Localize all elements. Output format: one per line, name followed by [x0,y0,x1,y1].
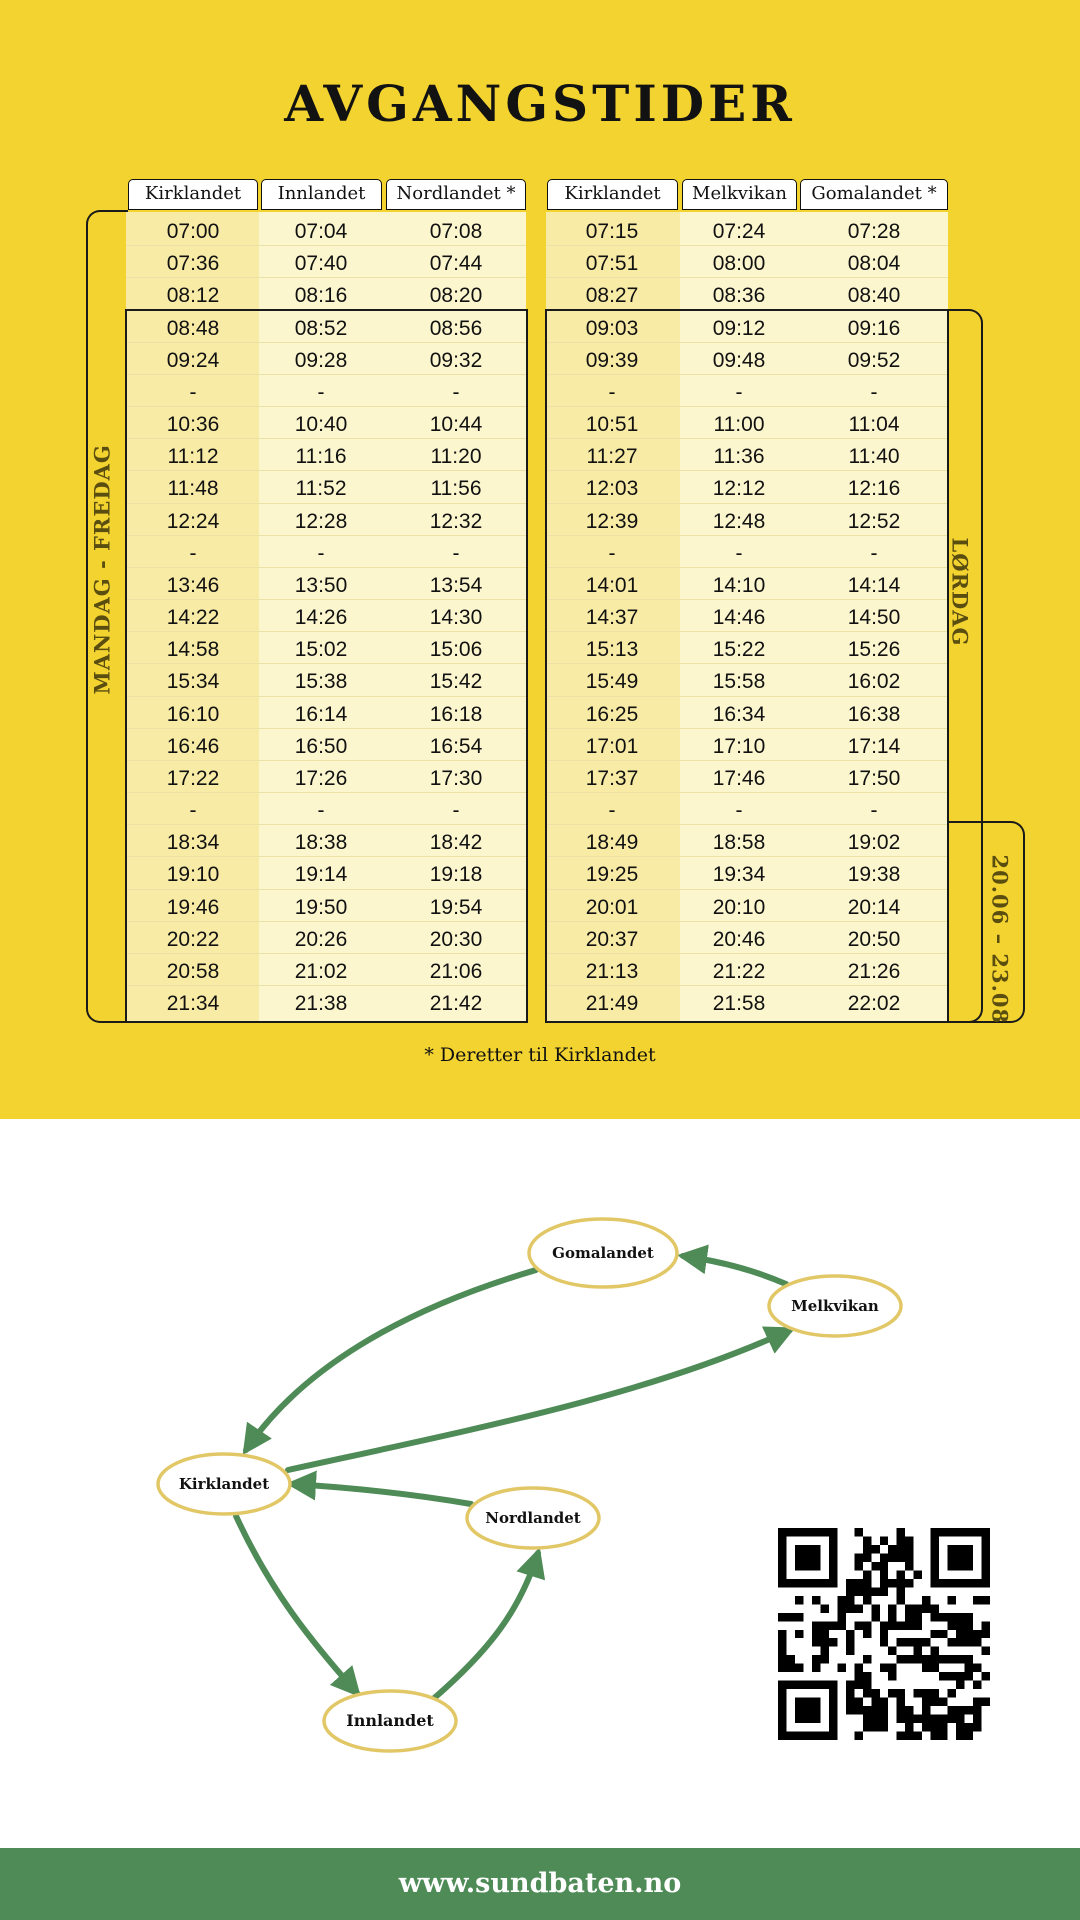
time-cell: 12:39 [585,509,639,533]
time-cell: 19:25 [585,863,639,887]
time-cell: 09:32 [429,348,483,372]
time-cell: 15:38 [294,670,348,694]
time-cell: 16:18 [429,702,483,726]
time-cell: 16:02 [847,670,901,694]
time-cell: 19:34 [712,863,766,887]
time-cell: 21:42 [429,992,483,1016]
time-cell: 12:48 [712,509,766,533]
time-cell: 14:14 [847,573,901,597]
time-cell: 07:44 [429,252,483,276]
header-nordlandet: Nordlandet * [386,179,526,210]
time-cell: 11:56 [430,477,482,501]
arrow-kirklandet-innlandet [236,1516,357,1693]
time-cell: 18:38 [294,831,348,855]
time-cell: 07:08 [429,220,483,243]
time-cell: 12:16 [847,477,901,501]
time-cell: 16:54 [429,734,483,758]
time-cell: 21:22 [712,959,766,983]
time-cell: 21:06 [429,959,483,983]
time-cell: 08:40 [847,284,901,308]
time-cell: - [735,799,743,823]
time-cell: - [870,380,878,404]
time-cell: 11:20 [430,445,482,469]
time-cell: 15:34 [166,670,220,694]
time-cell: 20:58 [166,959,220,983]
time-cell: 18:34 [166,831,220,855]
label-summer-period: 20.06 – 23.08 [987,854,1013,1025]
time-cell: - [317,799,325,823]
time-cell: 20:30 [429,927,483,951]
time-cell: 12:52 [847,509,901,533]
time-cell: 18:42 [429,831,483,855]
time-cell: 14:26 [294,606,348,630]
label-saturday: LØRDAG [947,537,973,647]
time-cell: 17:14 [847,734,901,758]
node-label-gomalandet: Gomalandet [552,1244,654,1262]
time-cell: 20:26 [294,927,348,951]
time-cell: 07:15 [585,220,639,243]
time-cell: 09:16 [847,316,901,340]
time-cell: 19:10 [166,863,220,887]
time-cell: 09:28 [294,348,348,372]
node-label-melkvikan: Melkvikan [791,1297,879,1315]
label-weekdays: MANDAG - FREDAG [89,444,115,695]
time-cell: 15:58 [712,670,766,694]
arrow-kirklandet-melkvikan [288,1330,790,1470]
qr-code[interactable] [778,1528,990,1740]
arrow-melkvikan-gomalandet [683,1256,786,1284]
time-cell: 12:03 [585,477,639,501]
website-link[interactable]: www.sundbaten.no [0,1848,1080,1920]
time-cell: 09:52 [847,348,901,372]
time-cell: 07:24 [712,220,766,243]
time-cell: 12:32 [429,509,483,533]
time-cell: 21:02 [294,959,348,983]
time-cell: 10:36 [166,413,220,437]
time-cell: 15:26 [847,638,901,662]
arrow-innlandet-nordlandet [432,1553,538,1700]
header-innlandet: Innlandet [261,179,382,210]
time-cell: - [452,541,460,565]
time-cell: 17:26 [294,766,348,790]
time-cell: 08:12 [166,284,220,308]
time-cell: 19:14 [294,863,348,887]
time-cell: 17:30 [429,766,483,790]
time-cell: 12:24 [166,509,220,533]
time-cell: 10:44 [429,413,483,437]
time-cell: 08:16 [294,284,348,308]
time-cell: 07:51 [585,252,639,276]
frame-right-lower [545,309,949,1023]
time-cell: 08:27 [585,284,639,308]
time-cell: 11:16 [295,445,347,469]
time-cell: 19:46 [166,895,220,919]
time-cell: 19:02 [847,831,901,855]
time-cell: 09:39 [585,348,639,372]
time-cell: 13:46 [166,573,220,597]
time-cell: - [608,380,616,404]
time-cell: 20:46 [712,927,766,951]
time-cell: 09:12 [712,316,766,340]
time-cell: 11:04 [848,413,900,437]
time-cell: 15:22 [712,638,766,662]
time-cell: 08:04 [847,252,901,276]
time-cell: - [452,799,460,823]
page-title: AVGANGSTIDER [284,74,796,133]
time-cell: 15:49 [585,670,639,694]
time-cell: 08:56 [429,316,483,340]
time-cell: 16:25 [585,702,639,726]
time-cell: 08:52 [294,316,348,340]
time-cell: 17:50 [847,766,901,790]
time-cell: 18:49 [585,831,639,855]
time-cell: - [870,799,878,823]
time-cell: 10:51 [585,413,639,437]
time-cell: 14:22 [166,606,220,630]
time-cell: 21:38 [294,992,348,1016]
time-cell: 20:10 [712,895,766,919]
time-cell: 17:10 [712,734,766,758]
footnote: * Deretter til Kirklandet [424,1044,656,1066]
time-cell: 20:14 [847,895,901,919]
time-cell: 13:50 [294,573,348,597]
time-cell: 11:40 [848,445,900,469]
time-cell: 14:01 [585,573,639,597]
time-cell: 09:24 [166,348,220,372]
time-cell: 21:26 [847,959,901,983]
time-cell: 22:02 [847,992,901,1016]
time-cell: 11:36 [713,445,765,469]
time-cell: - [189,799,197,823]
time-cell: 14:46 [712,606,766,630]
time-cell: 15:06 [429,638,483,662]
time-cell: 21:49 [585,992,639,1016]
frame-left-lower [125,309,528,1023]
time-cell: 17:37 [585,766,639,790]
time-cell: 08:36 [712,284,766,308]
time-cell: 17:46 [712,766,766,790]
time-cell: 20:01 [585,895,639,919]
time-cell: 18:58 [712,831,766,855]
time-cell: 08:48 [166,316,220,340]
time-cell: 19:54 [429,895,483,919]
time-cell: 07:40 [294,252,348,276]
time-cell: 12:12 [712,477,766,501]
time-cell: - [735,541,743,565]
time-cell: 11:00 [713,413,765,437]
header-kirklandet-1: Kirklandet [128,179,258,210]
time-cell: 13:54 [429,573,483,597]
time-cell: 16:50 [294,734,348,758]
node-label-kirklandet: Kirklandet [178,1475,270,1493]
time-cell: - [870,541,878,565]
time-cell: 14:37 [585,606,639,630]
time-cell: 07:36 [166,252,220,276]
time-cell: 15:02 [294,638,348,662]
time-cell: 20:37 [585,927,639,951]
time-cell: 20:22 [166,927,220,951]
time-cell: 16:14 [294,702,348,726]
time-cell: - [608,799,616,823]
time-cell: - [608,541,616,565]
time-cell: 19:18 [429,863,483,887]
time-cell: - [452,380,460,404]
header-gomalandet: Gomalandet * [800,179,948,210]
time-cell: 08:20 [429,284,483,308]
time-cell: 16:10 [166,702,220,726]
time-cell: 12:28 [294,509,348,533]
node-label-innlandet: Innlandet [346,1711,434,1730]
time-cell: - [317,541,325,565]
node-label-nordlandet: Nordlandet [485,1509,581,1527]
time-cell: 19:50 [294,895,348,919]
time-cell: 09:48 [712,348,766,372]
time-cell: 11:48 [167,477,219,501]
header-melkvikan: Melkvikan [682,179,797,210]
time-cell: 21:13 [585,959,639,983]
bracket-summer [947,821,1025,1023]
time-cell: 08:00 [712,252,766,276]
time-cell: 10:40 [294,413,348,437]
time-cell: 15:13 [585,638,639,662]
time-cell: 16:46 [166,734,220,758]
time-cell: 20:50 [847,927,901,951]
header-kirklandet-2: Kirklandet [547,179,678,210]
time-cell: - [317,380,325,404]
time-cell: 14:50 [847,606,901,630]
time-cell: - [189,541,197,565]
time-cell: 07:04 [294,220,348,243]
time-cell: 14:30 [429,606,483,630]
time-cell: 17:22 [166,766,220,790]
time-cell: 21:58 [712,992,766,1016]
time-cell: 17:01 [585,734,639,758]
time-cell: 07:28 [847,220,901,243]
time-cell: 14:58 [166,638,220,662]
arrow-nordlandet-kirklandet [292,1484,471,1504]
time-cell: 11:27 [586,445,638,469]
time-cell: 07:00 [166,220,220,243]
time-cell: 11:52 [295,477,347,501]
time-cell: - [735,380,743,404]
time-cell: 11:12 [167,445,219,469]
time-cell: 15:42 [429,670,483,694]
time-cell: 21:34 [166,992,220,1016]
time-cell: 09:03 [585,316,639,340]
time-cell: - [189,380,197,404]
time-cell: 16:34 [712,702,766,726]
time-cell: 14:10 [712,573,766,597]
time-cell: 16:38 [847,702,901,726]
time-cell: 19:38 [847,863,901,887]
